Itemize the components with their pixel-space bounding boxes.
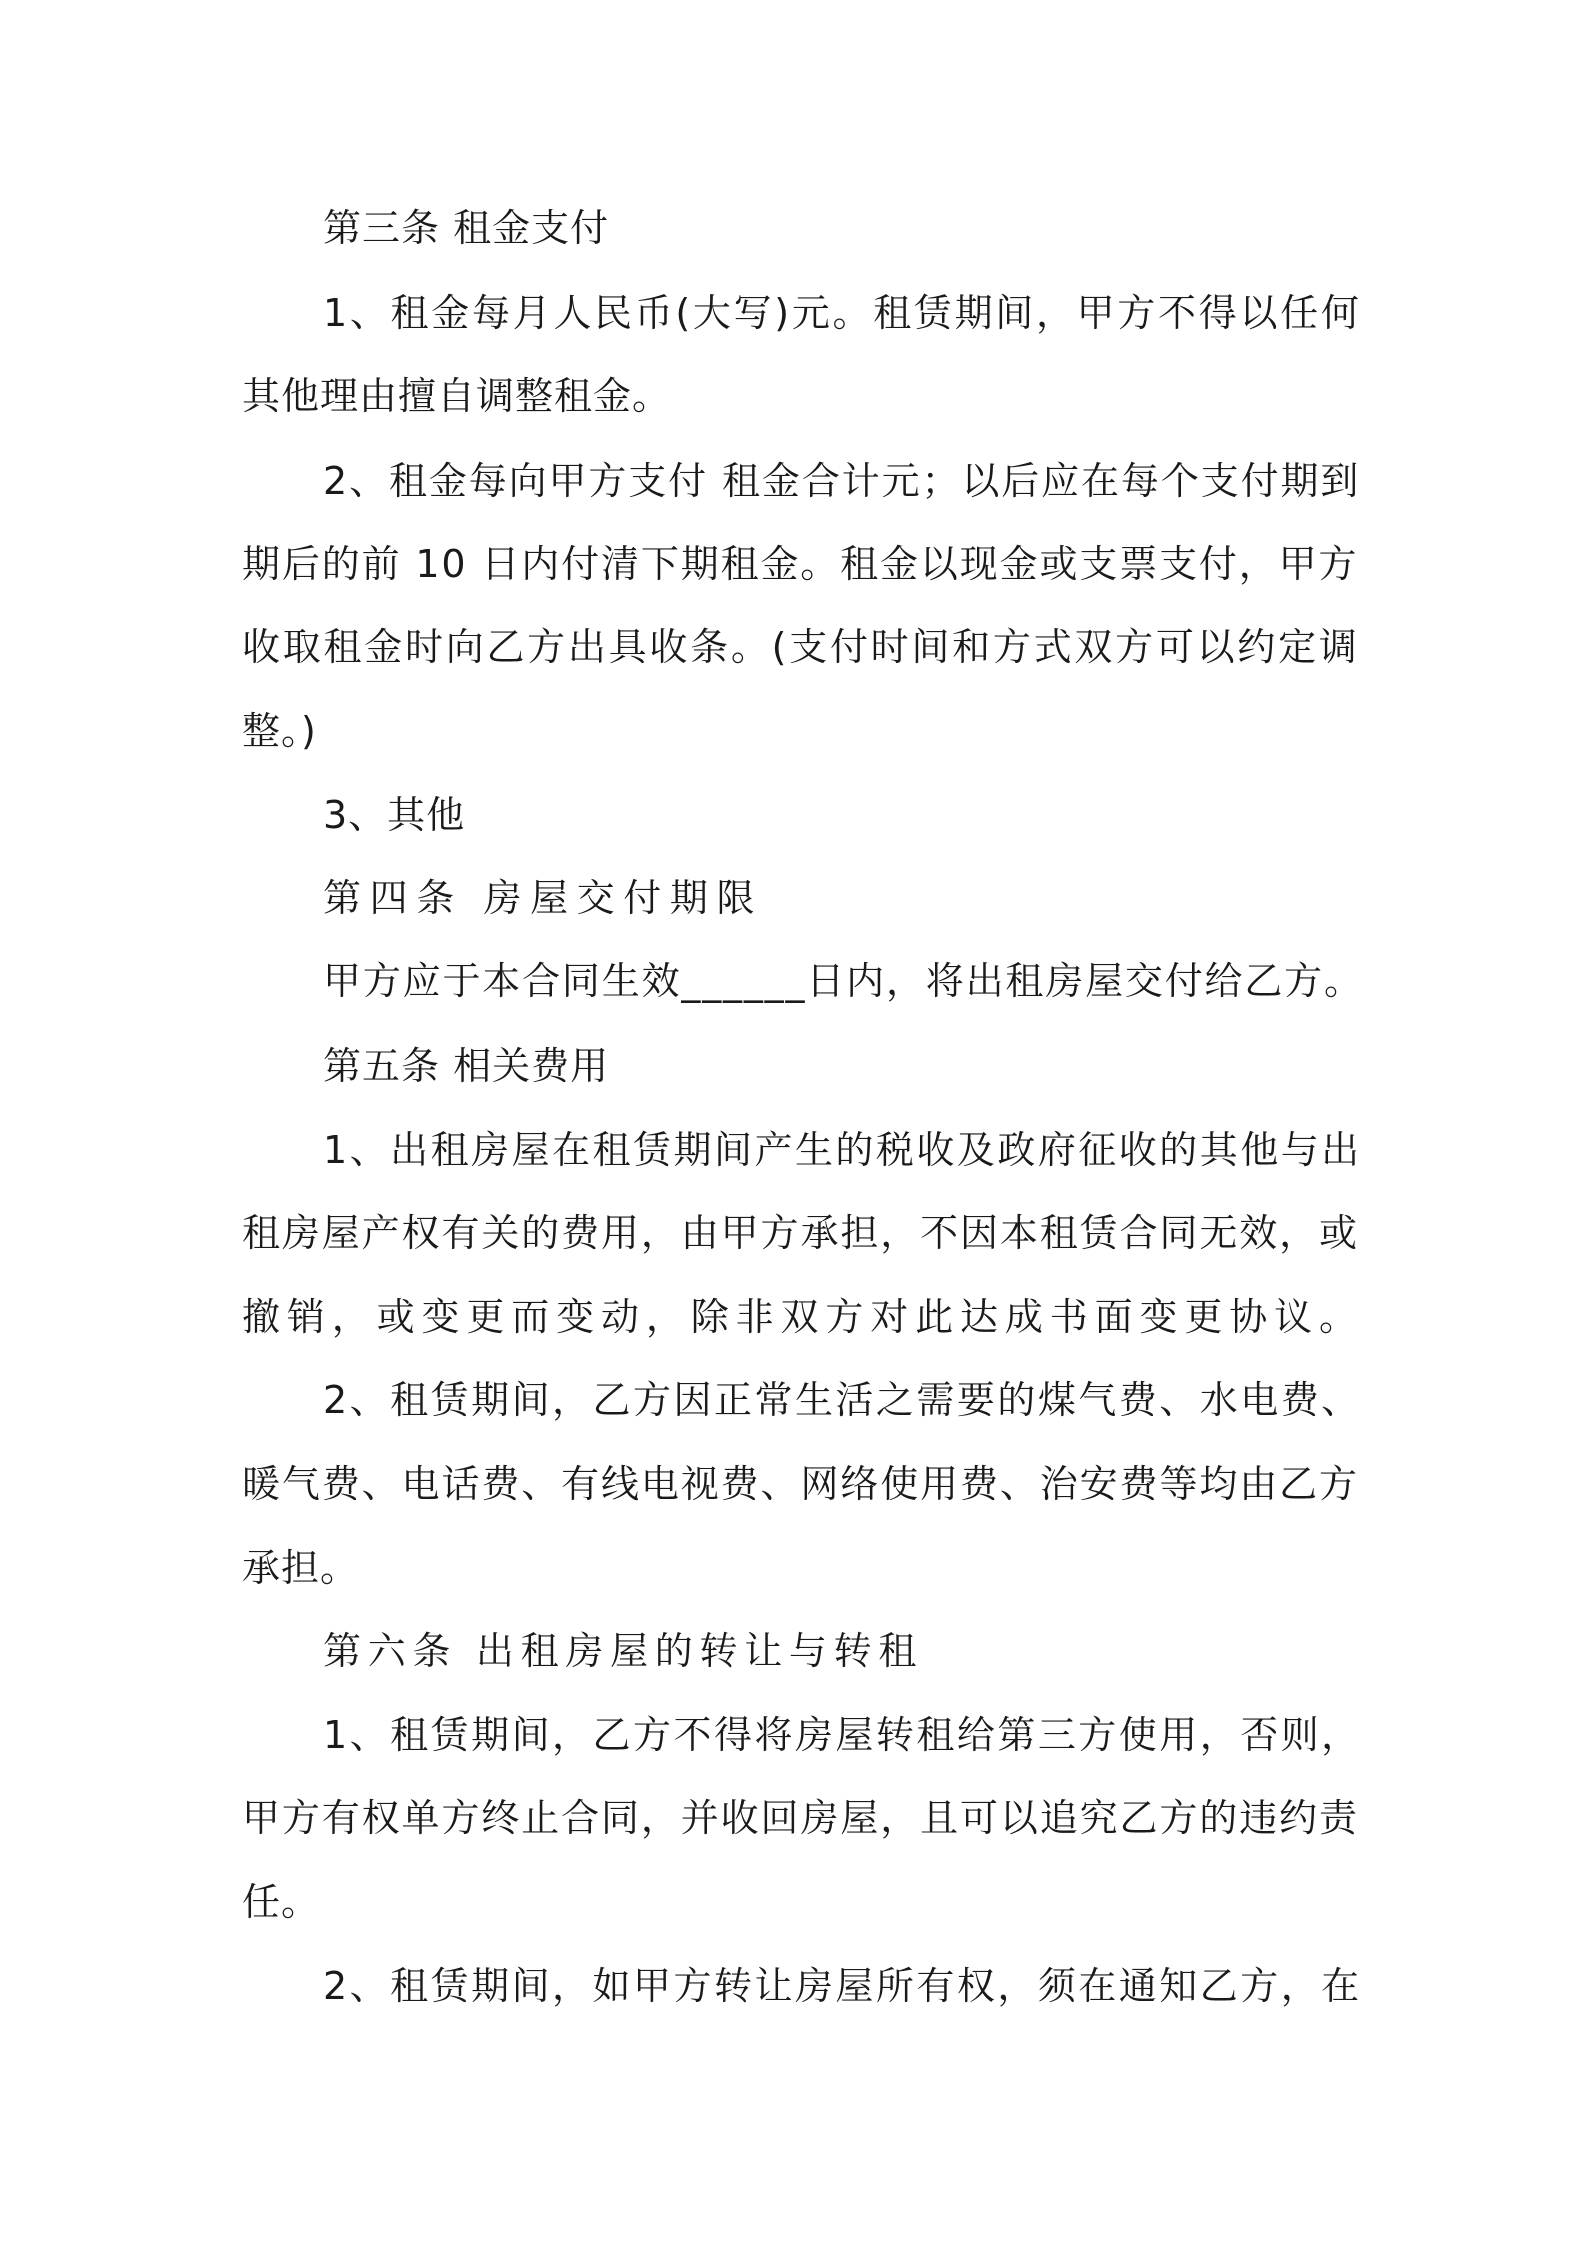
paragraph-line: 2、租金每向甲方支付 租金合计元；以后应在每个支付期到: [323, 459, 1361, 503]
paragraph-line: 1、租赁期间，乙方不得将房屋转租给第三方使用，否则，: [323, 1713, 1362, 1757]
paragraph-line: 其他理由擅自调整租金。: [242, 374, 672, 418]
paragraph-line: 甲方有权单方终止合同，并收回房屋，且可以追究乙方的违约责: [242, 1796, 1359, 1840]
paragraph-line: 收取租金时向乙方出具收条。(支付时间和方式双方可以约定调: [242, 625, 1360, 669]
heading-article-5: 第五条 相关费用: [323, 1044, 610, 1088]
paragraph-line: 1、出租房屋在租赁期间产生的税收及政府征收的其他与出: [323, 1128, 1362, 1172]
paragraph-line: 3、其他: [323, 793, 466, 837]
heading-article-4: 第四条 房屋交付期限: [323, 876, 764, 920]
paragraph-line: 1、租金每月人民币(大写)元。租赁期间，甲方不得以任何: [323, 291, 1362, 335]
paragraph-line: 租房屋产权有关的费用，由甲方承担，不因本租赁合同无效，或: [242, 1211, 1359, 1255]
paragraph-line: 任。: [242, 1880, 321, 1924]
paragraph-line: 承担。: [242, 1546, 360, 1590]
paragraph-line: 2、租赁期间，乙方因正常生活之需要的煤气费、水电费、: [323, 1378, 1362, 1422]
paragraph-line: 期后的前 10 日内付清下期租金。租金以现金或支票支付，甲方: [242, 542, 1359, 586]
paragraph-line: 撤销，或变更而变动，除非双方对此达成书面变更协议。: [242, 1295, 1364, 1339]
paragraph-line: 整。): [242, 709, 317, 753]
heading-article-3: 第三条 租金支付: [323, 206, 610, 250]
paragraph-line: 甲方应于本合同生效______日内，将出租房屋交付给乙方。: [323, 959, 1364, 1003]
paragraph-line: 暖气费、电话费、有线电视费、网络使用费、治安费等均由乙方: [242, 1462, 1359, 1506]
heading-article-6: 第六条 出租房屋的转让与转租: [323, 1629, 924, 1673]
paragraph-line: 2、租赁期间，如甲方转让房屋所有权，须在通知乙方，在: [323, 1964, 1362, 2008]
